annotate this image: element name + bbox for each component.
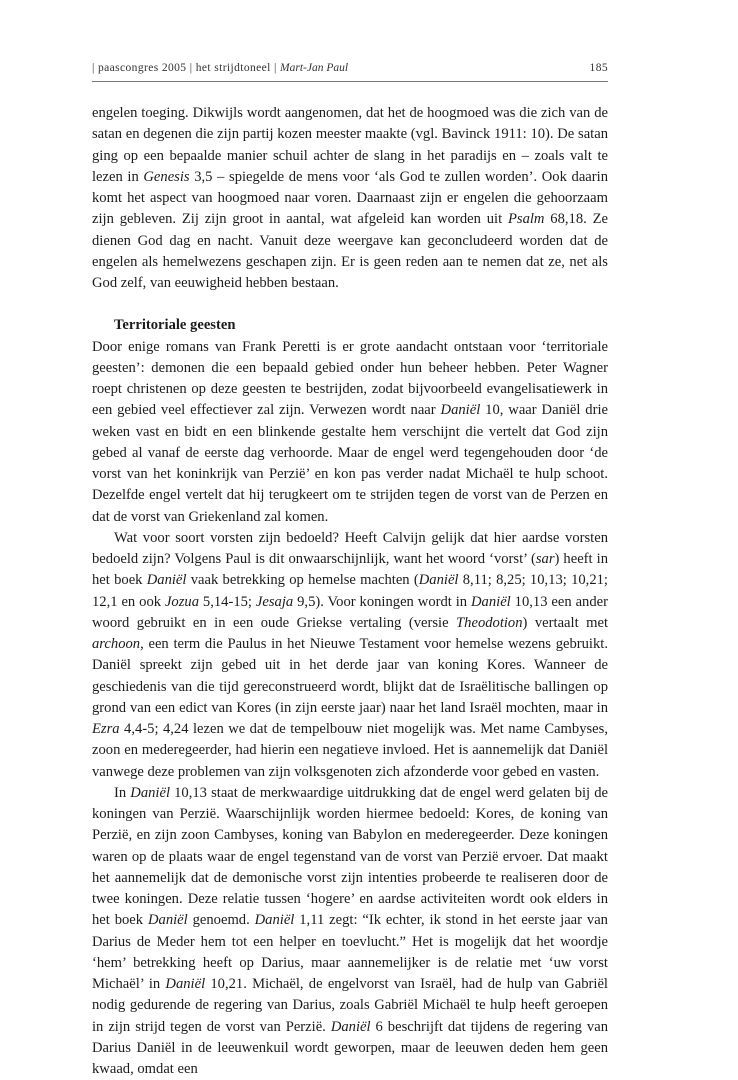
italic-reference: Genesis <box>143 168 190 185</box>
text-run: In <box>114 784 131 801</box>
text-run: 6 beschrijft dat tijdens de regering van Darius Daniël in de leeuwenkuil wordt geworpen, maar de leeuwen deden hem geen kwaad, omdat een <box>92 1018 609 1077</box>
body-text <box>92 103 608 1080</box>
italic-reference: Daniël <box>418 572 459 589</box>
italic-reference: Ezra <box>92 721 120 737</box>
text-run: 3,5 – spiegelde de mens voor ‘als God te zullen worden’. Ook daarin komt het aspect van hoogmoed naar voren. Daarnaast zijn er engelen die gehoorzaam zijn gebleven. Zij zijn groot in aantal, wat afgeleid kan worden uit <box>92 168 608 228</box>
text-run: Wat voor soort vorsten zijn bedoeld? Heeft Calvijn gelijk dat hier aardse vorsten bedoeld zijn? Volgens Paul is dit onwaarschijnlijk, want het woord ‘vorst’ ( <box>92 529 608 567</box>
text-run: Door enige romans van Frank Peretti is er grote aandacht ontstaan voor ‘territoriale geesten’: demonen die een bepaald gebied onder hun beheer hebben. Peter Wagner roept christenen op deze geesten te bestrijden, zodat bijvoorbeeld evangelisatiewerk in een gebied veel effectiever zal zijn. Verwezen wordt naar <box>92 338 608 419</box>
italic-reference: Jesaja <box>255 593 294 610</box>
header-rule <box>92 81 608 82</box>
text-run: vaak betrekking op hemelse machten ( <box>186 572 419 589</box>
italic-reference: Psalm <box>507 211 545 228</box>
text-run: 10, waar Daniël drie weken vast en bidt en een blinkende gestalte hem verschijnt die vertelt dat God zijn gebed al vanaf de eerste dag verhoorde. Maar de engel werd tegengehouden door ‘de vorst van het koninkrijk van Perzië’ en kon pas verder nadat Michaël te hulp schoot. Dezelfde engel vertelt dat hij terugkeert om te strijden tegen de vorst van de Perzen en dat de vorst van Griekenland zal komen. <box>92 402 609 525</box>
italic-reference: Daniël <box>165 976 206 992</box>
running-header <box>92 62 608 78</box>
text-run: 8,11; 8,25; 10,13; 10,21; 12,1 en ook <box>92 572 608 610</box>
italic-reference: Theodotion <box>456 614 523 631</box>
header-left <box>92 62 348 74</box>
text-run: 9,5). Voor koningen wordt in <box>293 593 472 610</box>
italic-reference: Daniël <box>146 572 187 589</box>
text-run: 10,13 een ander woord gebruikt en in een oude Griekse vertaling (versie <box>92 593 608 631</box>
text-run: 4,4-5; 4,24 lezen we dat de tempelbouw niet mogelijk was. Met name Cambyses, zoon en mederegeerder, had hierin een negatieve invloed. Het is aannemelijk dat Daniël vanwege deze problemen van zijn volksgenoten zich afzonderde voor gebed en vasten. <box>92 721 608 780</box>
paragraph <box>92 337 608 528</box>
text-run: 1,11 zegt: “Ik echter, ik stond in het eerste jaar van Darius de Meder hem tot een helper en toevlucht.” Het is mogelijk dat het woordje ‘hem’ betrekking heeft op Darius, maar aannemelijker is de relatie met ‘uw vorst Michaël’ in <box>92 912 608 992</box>
text-run: ) heeft in het boek <box>92 551 608 589</box>
text-run: 10,13 staat de merkwaardige uitdrukking dat de engel werd gelaten bij de koningen van Perzië. Waarschijnlijk worden hiermee bedoeld: Kores, de koning van Perzië, en zijn zoon Cambyses, koning van Babylon en mederegeerder. Deze koningen waren op de plaats waar de engel tegenstand van de vorst van Perzië ervoer. Dat maakt het aannemelijk dat de demonische vorst zijn intenties probeerde te realiseren door de twee koningen. Deze relatie tussen ‘hogere’ en aardse activiteiten wordt ook elders in het boek <box>92 784 608 929</box>
section-heading: Territoriale geesten <box>114 317 236 334</box>
paragraph <box>92 783 608 1080</box>
italic-reference: Daniël <box>471 593 511 610</box>
italic-reference: Daniël <box>440 402 481 419</box>
italic-reference: archoon <box>92 636 141 652</box>
text-run: 68,18. Ze dienen God dag en nacht. Vanuit deze weergave kan geconcludeerd worden dat de engelen als hemelwezens geschapen zijn. Er is geen reden aan te nemen dat ze, net als God zelf, van eeuwigheid hebben bestaan. <box>92 211 608 291</box>
text-run: engelen toeging. Dikwijls wordt aangenomen, dat het de hoogmoed was die zich van de satan en degenen die zijn partij kozen meester maakte (vgl. Bavinck 1911: 10). De satan ging op een bepaalde manier schuil achter de slang in het paradijs en – zoals valt te lezen in <box>92 105 608 185</box>
header-author: Mart-Jan Paul <box>280 62 349 74</box>
text-run: 10,21. Michaël, de engelvorst van Israël, had de hulp van Gabriël nodig gedurende de regering van Darius, zoals Gabriël Michaël te hulp heeft geroepen in zijn strijd tegen de vorst van Perzië. <box>92 976 608 1035</box>
paragraph <box>92 528 608 783</box>
page-number: 185 <box>589 62 608 74</box>
italic-reference: Daniël <box>130 784 171 801</box>
text-run: 5,14-15; <box>199 593 256 610</box>
italic-reference: Jozua <box>164 593 200 610</box>
italic-reference: Daniël <box>330 1018 371 1035</box>
text-run: genoemd. <box>187 912 255 929</box>
header-conference: | paascongres 2005 | het strijdtoneel | <box>92 62 277 74</box>
paragraph <box>92 103 608 294</box>
italic-reference: sar <box>535 551 555 567</box>
italic-reference: Daniël <box>147 912 188 929</box>
text-run: , een term die Paulus in het Nieuwe Testament voor hemelse wezens gebruikt. Daniël spreekt zijn gebed uit in het derde jaar van koning Kores. Wanneer de geschiedenis van die tijd gereconstrueerd wordt, blijkt dat de Israëlitische ballingen op grond van een edict van Kores (in zijn eerste jaar) naar het land Israël mochten, maar in <box>92 636 608 716</box>
text-run: ) vertaalt met <box>522 614 609 631</box>
italic-reference: Daniël <box>254 912 295 929</box>
